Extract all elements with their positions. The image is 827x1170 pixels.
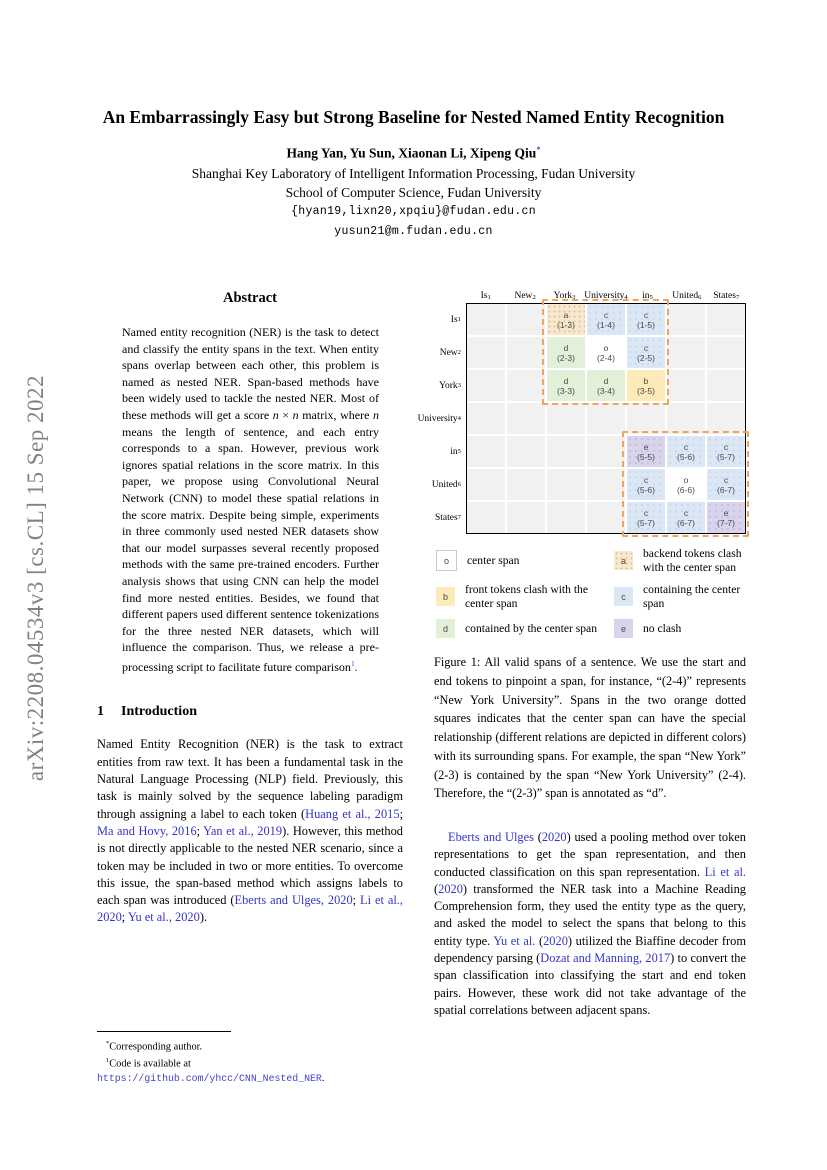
matrix-cell: a (1-3)	[547, 304, 585, 335]
legend-label: backend tokens clash with the center span	[643, 547, 742, 574]
matrix-cell	[467, 304, 505, 335]
matrix-cell: c (5-6)	[667, 436, 705, 467]
matrix-cell	[707, 304, 745, 335]
matrix-cell	[707, 337, 745, 368]
citation-link[interactable]: Yu et al.	[493, 933, 536, 948]
footnote-code-availability: $^1$Code is available at https://github.com/yhcc/CNN_Nested_NER.	[97, 1057, 325, 1084]
matrix-col-label: University 4	[584, 291, 628, 301]
arxiv-watermark: arXiv:2208.04534v3 [cs.CL] 15 Sep 2022	[23, 374, 48, 782]
matrix-cell: o (2-4)	[587, 337, 625, 368]
matrix-cell	[587, 403, 625, 434]
legend-key-b: b	[436, 587, 455, 606]
matrix-cell	[587, 469, 625, 500]
authors-line: Hang Yan, Yu Sun, Xiaonan Li, Xipeng Qiu*	[286, 145, 541, 161]
legend-label: containing the center span	[643, 583, 741, 610]
matrix-cell: e (7-7)	[707, 502, 745, 533]
url-link[interactable]: https://github.com/yhcc/CNN_Nested_NER	[97, 1072, 322, 1084]
citation-link[interactable]: Yan et al., 2019	[203, 823, 283, 838]
matrix-cell	[507, 469, 545, 500]
legend-item-o	[436, 547, 606, 574]
matrix-cell: d (2-3)	[547, 337, 585, 368]
matrix-cell	[507, 436, 545, 467]
paper-title: An Embarrassingly Easy but Strong Baseline for Nested Named Entity Recognition	[102, 107, 725, 127]
matrix-cell	[507, 502, 545, 533]
legend-key-d: d	[436, 619, 455, 638]
matrix-cell	[467, 370, 505, 401]
legend-label: front tokens clash with the center span	[465, 583, 588, 610]
figure-1	[417, 291, 746, 803]
affiliation-line-2: School of Computer Science, Fudan University	[285, 184, 542, 200]
legend-label: contained by the center span	[465, 622, 597, 636]
matrix-row-label: York 3	[439, 380, 461, 391]
section-number: 1	[97, 704, 104, 720]
matrix-cell	[547, 502, 585, 533]
figure-caption: Figure 1: All valid spans of a sentence. We use the start and end tokens to pinpoint a span, for instance, “(2-4)” represents “New York University”. Spans in the two orange dotted squares indicates that the center span can have the special relationship (different relations are depicted in different colors) with its surrounding spans. For example, the span “New York” (2-3) is contained by the span “New York University” (2-4). Therefore, the “(2-3)” span is annotated as “d”.	[434, 655, 746, 801]
affiliation-line-1: Shanghai Key Laboratory of Intelligent Information Processing, Fudan University	[191, 165, 636, 181]
matrix-col-label: York 3	[553, 291, 576, 301]
paper-header	[60, 106, 767, 242]
matrix-cell: c (5-6)	[627, 469, 665, 500]
matrix-cell	[507, 370, 545, 401]
matrix-col-label: New 2	[514, 291, 536, 301]
legend-key-e: e	[614, 619, 633, 638]
citation-link[interactable]: Eberts and Ulges, 2020	[234, 893, 353, 908]
citation-link[interactable]: Li et al.	[704, 864, 746, 879]
matrix-row-label: Is 1	[450, 314, 461, 325]
matrix-cell: d (3-3)	[547, 370, 585, 401]
matrix-cell	[467, 403, 505, 434]
matrix-cell: c (1-5)	[627, 304, 665, 335]
matrix-cell: d (3-4)	[587, 370, 625, 401]
matrix-cell	[667, 337, 705, 368]
matrix-col-label: States 7	[713, 291, 740, 301]
footnote-rule	[97, 1031, 231, 1032]
matrix-cell	[547, 436, 585, 467]
section-title: Introduction	[121, 704, 197, 720]
matrix-col-label: Is 1	[480, 291, 491, 301]
matrix-cell	[467, 337, 505, 368]
matrix-cell	[667, 403, 705, 434]
matrix-cell	[547, 469, 585, 500]
matrix-cell: c (2-5)	[627, 337, 665, 368]
matrix-row-label: in 5	[450, 446, 461, 457]
matrix-cell	[507, 337, 545, 368]
legend-item-e	[614, 619, 746, 638]
matrix-cell	[547, 403, 585, 434]
legend-key-c: c	[614, 587, 633, 606]
left-column	[97, 290, 403, 939]
footnote-block	[97, 1031, 403, 1085]
citation-link[interactable]: Eberts and Ulges	[448, 830, 534, 844]
matrix-cell	[467, 502, 505, 533]
citation-link[interactable]: Huang et al., 2015	[305, 806, 400, 821]
citation-link[interactable]: Dozat and Manning, 2017	[540, 951, 671, 966]
citation-link[interactable]: 2020	[438, 881, 463, 896]
matrix-cell: e (5-5)	[627, 436, 665, 467]
matrix-cell	[667, 304, 705, 335]
figure-legend	[436, 547, 746, 638]
matrix-cell	[707, 370, 745, 401]
intro-paragraph: Named Entity Recognition (NER) is the task to extract entities from raw text. It has been a fundamental task in the Natural Language Processing (NLP) field. Previously, this task is mainly solved by the sequence labeling paradigm through assigning a label to each token (Huang et al., 2015; Ma and Hovy, 2016; Yan et al., 2019). However, this method is not directly applicable to the nested NER scenario, since a token may be included in two or more entities. To overcome this issue, the span-based method which assigns labels to each span was introduced (Eberts and Ulges, 2020; Li et al., 2020; Yu et al., 2020).	[97, 737, 404, 925]
matrix-cell	[667, 370, 705, 401]
citation-link[interactable]: 2020	[541, 830, 567, 844]
legend-item-d	[436, 619, 606, 638]
matrix-grid	[466, 303, 746, 534]
matrix-cell: c (6-7)	[707, 469, 745, 500]
legend-key-o: o	[436, 550, 457, 571]
matrix-cell: c (5-7)	[707, 436, 745, 467]
legend-key-a: a	[614, 551, 633, 570]
matrix-cell: c (1-4)	[587, 304, 625, 335]
footnote-corresponding-author: *Corresponding author.	[106, 1040, 203, 1053]
span-matrix	[417, 291, 746, 534]
matrix-cell: o (6-6)	[667, 469, 705, 500]
matrix-cell	[467, 469, 505, 500]
legend-item-a	[614, 547, 746, 574]
matrix-cell: c (6-7)	[667, 502, 705, 533]
matrix-cell	[707, 403, 745, 434]
matrix-row-label: New 2	[439, 347, 461, 358]
abstract-heading: Abstract	[223, 290, 277, 306]
matrix-cell	[587, 502, 625, 533]
citation-link[interactable]: 2020	[543, 933, 568, 948]
matrix-col-label: United 6	[672, 291, 702, 301]
matrix-cell	[467, 436, 505, 467]
legend-item-b	[436, 583, 606, 610]
right-column	[417, 286, 747, 1032]
matrix-col-labels	[466, 287, 746, 303]
email-line-2: yusun21@m.fudan.edu.cn	[334, 224, 493, 238]
citation-link[interactable]: Yu et al., 2020	[127, 910, 200, 925]
abstract-text: Named entity recognition (NER) is the task to detect and classify the entity spans in the text. When entity spans overlap between each other, this problem is named as nested NER. Span-based methods have been widely used to tackle the nested NER. Most of these methods will get a score n × n matrix, where n means the length of sentence, and each entry corresponds to a span. However, previous work ignores spatial relations in the score matrix. In this paper, we propose using Convolutional Neural Network (CNN) to model these spatial relations in the score matrix. Despite being simple, experiments in three commonly used nested NER datasets show that our model surpasses several recently proposed methods with the same pre-trained encoders. Further analysis shows that using CNN can help the model find more nested entities. Besides, we found that different papers used different sentence tokenizations for the three nested NER datasets, which will influence the comparison. Thus, we release a pre-processing script to facilitate future comparison$^1$.	[122, 325, 380, 674]
legend-label: center span	[467, 553, 520, 567]
email-line-1: {hyan19,lixn20,xpqiu}@fudan.edu.cn	[291, 204, 536, 218]
matrix-cell	[627, 403, 665, 434]
citation-link[interactable]: Li et al., 2020	[97, 893, 404, 925]
legend-label: no clash	[643, 622, 682, 636]
legend-item-c	[614, 583, 746, 610]
section-heading-introduction	[97, 704, 403, 720]
matrix-cell: c (5-7)	[627, 502, 665, 533]
related-work-paragraph: Eberts and Ulges (2020) used a pooling method over token representations to get the span representation, and then conducted classification on this span representation. Li et al. (2020) transformed the NER task into a Machine Reading Comprehension form, they used the entity type as the query, and asked the model to select the spans that belong to this entity type. Yu et al. (2020) utilized the Biaffine decoder from dependency parsing (Dozat and Manning, 2017) to convert the span classification into classifying the start and end token pairs. However, these work did not take advantage of the spatial correlations between adjacent spans.	[434, 830, 747, 1017]
citation-link[interactable]: Ma and Hovy, 2016	[97, 823, 197, 838]
matrix-col-label: in 5	[642, 291, 653, 301]
matrix-row-label: United 6	[431, 479, 461, 490]
matrix-row-label: University 4	[417, 413, 461, 424]
matrix-cell: b (3-5)	[627, 370, 665, 401]
matrix-cell	[507, 304, 545, 335]
matrix-cell	[587, 436, 625, 467]
matrix-row-label: States 7	[434, 512, 461, 523]
matrix-cell	[507, 403, 545, 434]
